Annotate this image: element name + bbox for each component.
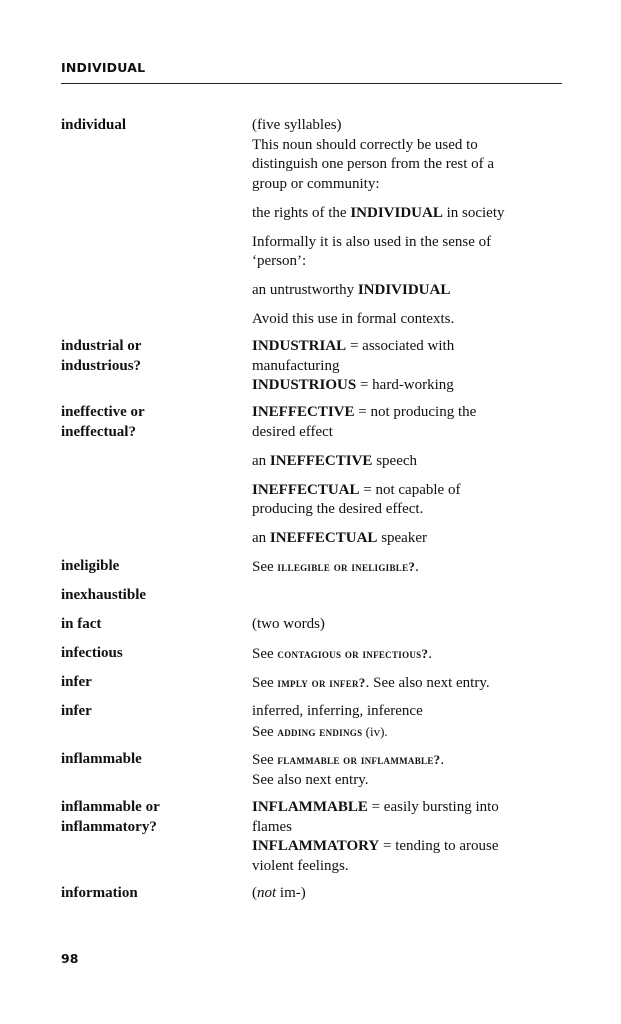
text: See also next entry. <box>252 771 369 788</box>
text: violent feelings. <box>252 857 349 874</box>
text: INEFFECTIVE <box>269 452 373 469</box>
definition <box>252 798 562 876</box>
headword <box>61 884 241 904</box>
text: an <box>252 530 270 546</box>
text: ( <box>252 885 257 901</box>
text: an untrustworthy <box>252 282 358 298</box>
text: INEFFECTIVE <box>252 404 355 420</box>
text: INDIVIDUAL <box>357 282 451 298</box>
text: Informally it is also used in the sense of <box>252 233 492 250</box>
header-rule <box>61 83 562 84</box>
text: INDIVIDUAL <box>350 204 443 221</box>
cross-reference: contagious or infectious? <box>277 646 429 661</box>
text: INEFFECTUAL <box>269 530 378 546</box>
text: in society <box>442 204 505 221</box>
text: INDUSTRIAL <box>252 338 347 354</box>
text: See <box>252 723 278 740</box>
definition <box>252 557 562 578</box>
definition <box>252 884 562 904</box>
definition <box>252 116 562 330</box>
text: manufacturing <box>252 357 340 374</box>
text: in fact <box>61 616 102 632</box>
text: inflammable or <box>61 799 160 815</box>
text: = not capable of <box>359 481 461 498</box>
definition <box>252 615 562 635</box>
text: See <box>252 646 278 662</box>
headword <box>61 702 241 722</box>
text: flames <box>252 818 292 835</box>
text: = not producing the <box>354 404 477 420</box>
text: INEFFECTUAL <box>252 481 360 498</box>
text: inexhaustible <box>61 587 147 603</box>
headword <box>61 644 241 664</box>
text: infectious <box>61 645 123 661</box>
text: ineffective or <box>61 404 145 420</box>
cross-reference: imply or infer? <box>277 675 366 690</box>
text: (two words) <box>252 616 325 632</box>
text: infer <box>61 674 92 690</box>
text: inflammable <box>61 751 142 767</box>
text: ineffectual? <box>61 423 136 440</box>
text: = easily bursting into <box>367 799 499 815</box>
running-head: INDIVIDUAL <box>61 60 146 75</box>
text: = tending to arouse <box>379 838 499 854</box>
text: See <box>252 559 278 575</box>
text: = associated with <box>346 338 455 354</box>
example <box>252 281 562 301</box>
definition <box>252 750 562 790</box>
page-number: 98 <box>61 951 79 966</box>
text: INFLAMMABLE <box>252 799 368 815</box>
cross-reference: flammable or inflammable? <box>277 752 441 767</box>
definition <box>252 644 562 665</box>
headword <box>61 586 241 606</box>
text: ineligible <box>61 558 120 574</box>
text: speech <box>372 452 418 469</box>
text: distinguish one person from the rest of a <box>252 156 495 172</box>
text: . <box>440 752 445 768</box>
headword <box>61 750 241 770</box>
text: ‘person’: <box>252 253 307 269</box>
text: an <box>252 452 270 469</box>
text: See <box>252 675 278 691</box>
text: individual <box>61 117 127 133</box>
text: (iv). <box>362 723 388 739</box>
definition <box>252 702 562 742</box>
text: infer <box>61 703 92 719</box>
text: information <box>61 885 138 901</box>
text: producing the desired effect. <box>252 501 424 517</box>
text: INDUSTRIOUS <box>252 377 357 393</box>
text: group or community: <box>252 175 380 192</box>
text: INFLAMMATORY <box>252 838 380 854</box>
text: = hard-working <box>356 377 454 393</box>
text: the rights of the <box>252 204 351 221</box>
cross-reference: illegible or ineligible? <box>277 559 416 574</box>
text: not <box>257 885 277 901</box>
headword <box>61 798 241 837</box>
text: industrial or <box>61 338 142 354</box>
text: industrious? <box>61 357 142 374</box>
definition <box>252 337 562 396</box>
definition <box>252 673 562 694</box>
headword <box>61 673 241 693</box>
text: im-) <box>276 885 306 901</box>
text: inflammatory? <box>61 818 157 835</box>
text: speaker <box>377 530 427 546</box>
headword <box>61 615 241 635</box>
text: inferred, inferring, inference <box>252 703 423 719</box>
headword <box>61 403 241 442</box>
text: This noun should correctly be used to <box>252 136 478 153</box>
text: desired effect <box>252 423 333 440</box>
text: . <box>428 646 433 662</box>
text: Avoid this use in formal contexts. <box>252 311 455 327</box>
definition <box>252 403 562 549</box>
text: . <box>415 559 419 575</box>
text: . See also next entry. <box>365 675 490 691</box>
headword <box>61 337 241 376</box>
text: See <box>252 752 278 768</box>
text: (five syllables) <box>252 117 342 133</box>
headword <box>61 116 241 136</box>
headword <box>61 557 241 577</box>
example <box>252 204 562 224</box>
cross-reference: adding endings <box>277 723 363 739</box>
